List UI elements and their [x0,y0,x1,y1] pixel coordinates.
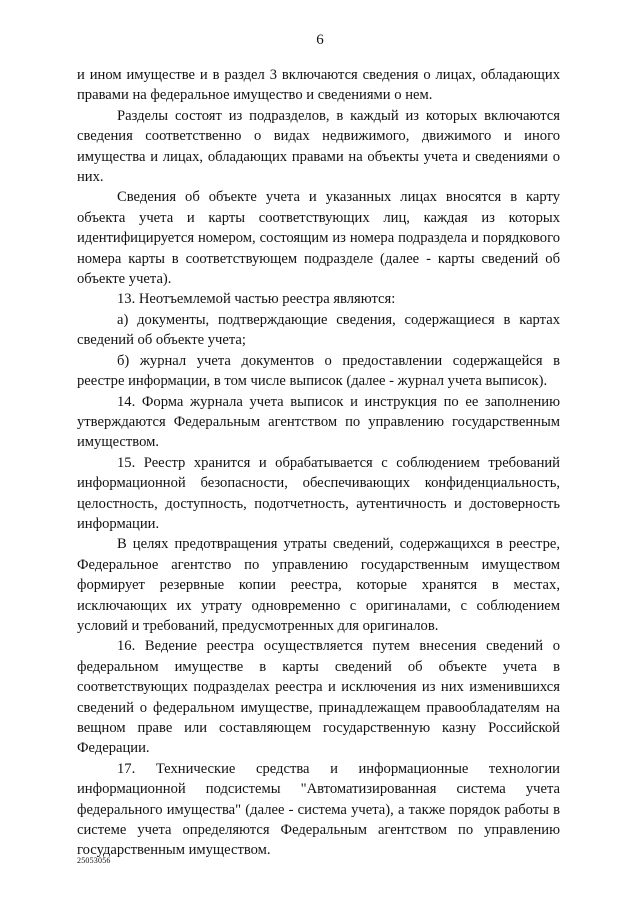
paragraph-item-15: 15. Реестр хранится и обрабатывается с соблюдением требований информационной безопасности, обеспечивающих конфиденциальность, целостность, доступность, подотчетность, аутентичность и достоверность информации. [77,454,560,532]
document-body [77,65,560,861]
paragraph-item-17: 17. Технические средства и информационные технологии информационной подсистемы "Автоматизированная система учета федерального имущества" (далее - система учета), а также порядок работы в системе учета определяются Федеральным агентством по управлению государственным имуществом. [77,760,560,859]
paragraph-record-cards: Сведения об объекте учета и указанных лицах вносятся в карту объекта учета и карты соответствующих лиц, каждая из которых идентифицируется номером, состоящим из номера подраздела и порядкового номера карты в соответствующем подразделе (далее - карты сведений об объекте учета). [77,189,560,288]
page-number: 6 [316,32,324,48]
paragraph-sections: Разделы состоят из подразделов, в каждый из которых включаются сведения соответственно о видах недвижимого, движимого и иного имущества и лицах, обладающих правами на объекты учета и сведениями о них. [77,107,560,186]
paragraph-continuation: и ином имуществе и в раздел 3 включаются сведения о лицах, обладающих правами на федеральное имущество и сведениями о нем. [77,67,560,104]
paragraph-item-16: 16. Ведение реестра осуществляется путем внесения сведений о федеральном имуществе в карты сведений об объекте учета в соответствующих подразделах реестра и исключения из них изменившихся сведений о федеральном имуществе, принадлежащем правообладателям на вещном праве или составляющем государственную казну Российской Федерации. [77,638,560,757]
paragraph-item-13a: а) документы, подтверждающие сведения, содержащиеся в картах сведений об объекте учета; [77,311,560,349]
paragraph-item-13: 13. Неотъемлемой частью реестра являются: [117,291,396,308]
paragraph-item-14: 14. Форма журнала учета выписок и инструкция по ее заполнению утверждаются Федеральным агентством по управлению государственным имуществом. [77,393,560,451]
document-code: 25053056 [77,856,111,865]
paragraph-backup-copies: В целях предотвращения утраты сведений, содержащихся в реестре, Федеральное агентство по управлению государственным имуществом формирует резервные копии реестра, которые хранятся в местах, исключающих их утрату одновременно с оригиналами, с соблюдением условий и требований, предусмотренных для оригиналов. [77,536,560,634]
paragraph-item-13b: б) журнал учета документов о предоставлении содержащейся в реестре информации, в том числе выписок (далее - журнал учета выписок). [77,352,560,390]
